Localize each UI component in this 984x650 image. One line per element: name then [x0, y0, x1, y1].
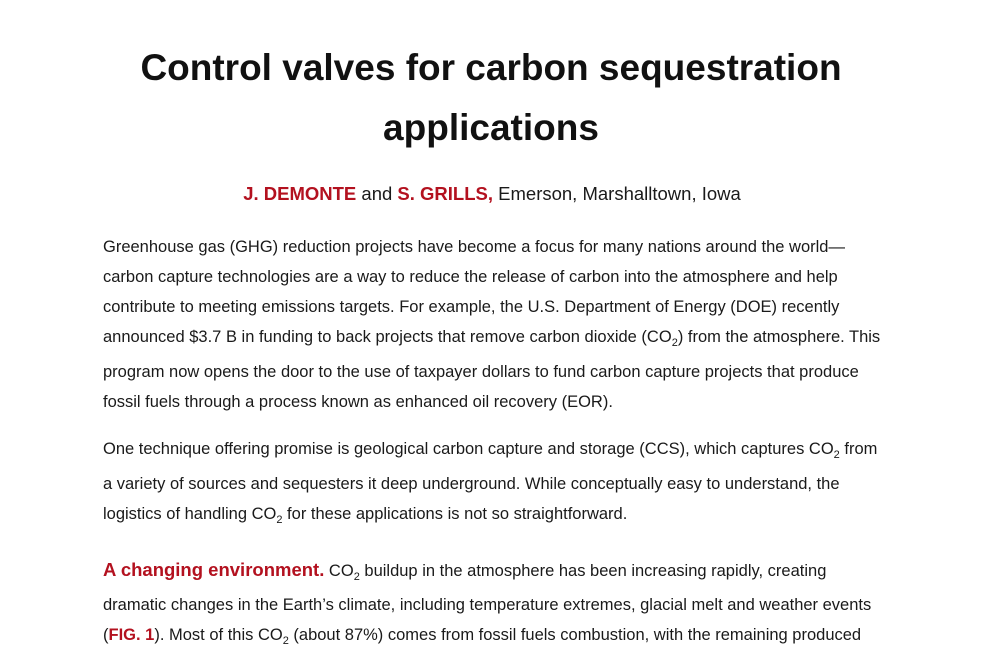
- text-run: from: [839, 440, 878, 458]
- text-run: (: [103, 626, 109, 644]
- intro-paragraph: [103, 232, 903, 417]
- text-run: One technique offering promise is geological carbon capture and storage (CCS), which captures CO: [103, 440, 834, 458]
- author-name: J. DEMONTE: [243, 183, 357, 204]
- text-run: buildup in the atmosphere has been increasing rapidly, creating: [359, 562, 827, 580]
- paragraph-line: [103, 434, 903, 469]
- subscript: 2: [276, 514, 283, 526]
- paragraph-line: [103, 499, 903, 529]
- section-paragraph: [103, 555, 903, 650]
- text-run: ) from the atmosphere. This: [677, 328, 881, 346]
- text-run: for these applications is not so straightforward.: [282, 505, 628, 523]
- subscript: 2: [671, 337, 678, 349]
- paragraph-line: program now opens the door to the use of taxpayer dollars to fund carbon capture projects that produce: [103, 363, 859, 381]
- paragraph-line: a variety of sources and sequesters it deep underground. While conceptually easy to understand, the: [103, 475, 840, 493]
- text-run: CO: [324, 562, 354, 580]
- subscript: 2: [833, 449, 840, 461]
- paragraph-line: contribute to meeting emissions targets. For example, the U.S. Department of Energy (DOE) recently: [103, 298, 840, 316]
- paragraph-line: [103, 322, 903, 357]
- text-run: ). Most of this CO: [154, 626, 283, 644]
- byline: [0, 180, 984, 208]
- byline-conjunction: and: [356, 183, 398, 204]
- subscript: 2: [282, 635, 289, 647]
- article-title: Control valves for carbon sequestration applications: [140, 47, 842, 148]
- text-run: logistics of handling CO: [103, 505, 277, 523]
- author-name: S. GRILLS,: [397, 183, 494, 204]
- body-paragraph: [103, 434, 903, 529]
- paragraph-line: dramatic changes in the Earth’s climate, including temperature extremes, glacial melt and weather events: [103, 596, 872, 614]
- text-run: (about 87%) comes from fossil fuels combustion, with the remaining produced: [288, 626, 862, 644]
- paragraph-line: carbon capture technologies are a way to reduce the release of carbon into the atmosphere and help: [103, 268, 838, 286]
- paragraph-line: [103, 620, 903, 650]
- author-affiliation: Emerson, Marshalltown, Iowa: [493, 183, 741, 204]
- section-heading: A changing environment.: [103, 559, 325, 580]
- paragraph-line: fossil fuels through a process known as enhanced oil recovery (EOR).: [103, 393, 613, 411]
- paragraph-line: Greenhouse gas (GHG) reduction projects have become a focus for many nations around the world—: [103, 238, 845, 256]
- paragraph-line: [103, 555, 903, 590]
- text-run: announced $3.7 B in funding to back projects that remove carbon dioxide (CO: [103, 328, 672, 346]
- subscript: 2: [353, 571, 360, 583]
- figure-reference-link[interactable]: FIG. 1: [108, 626, 155, 644]
